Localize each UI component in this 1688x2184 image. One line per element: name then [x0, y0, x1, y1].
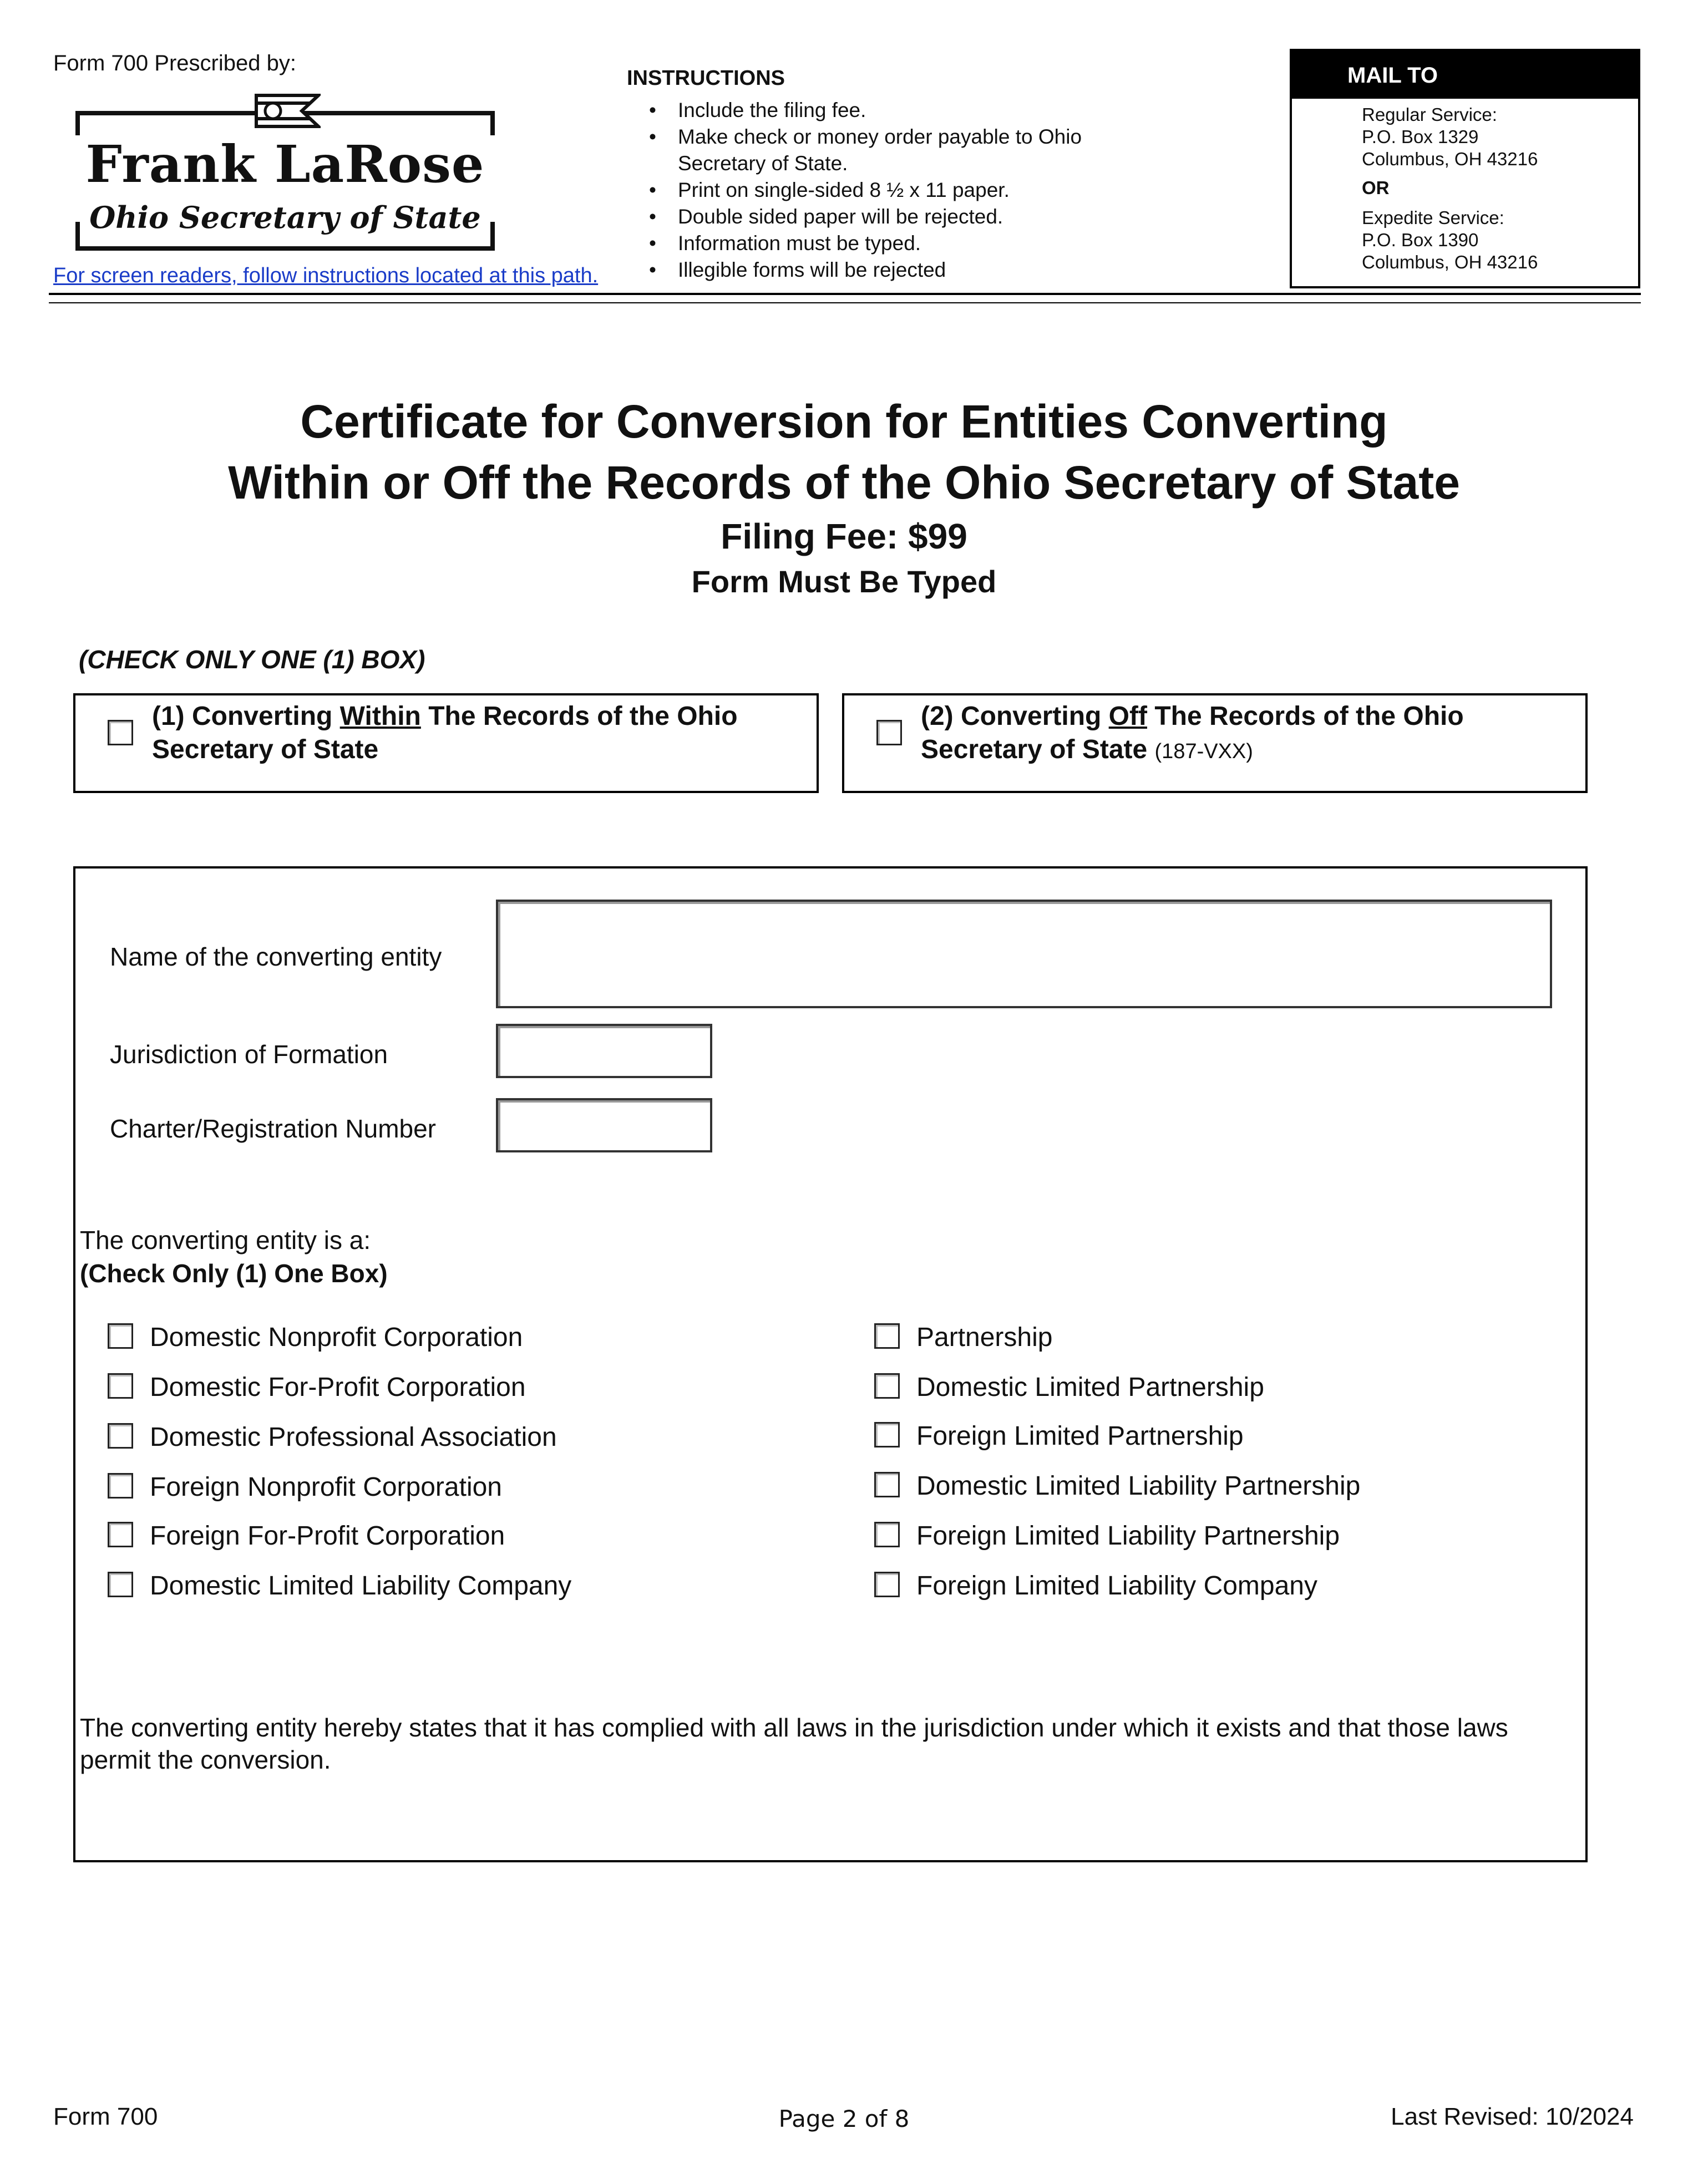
jurisdiction-label: Jurisdiction of Formation	[110, 1040, 388, 1069]
footer-form-number: Form 700	[53, 2103, 158, 2130]
filing-fee: Filing Fee: $99	[721, 516, 967, 556]
form-title-line2: Within or Off the Records of the Ohio Secretary of State	[228, 456, 1460, 509]
checkbox[interactable]	[108, 1572, 133, 1597]
checkbox[interactable]	[874, 1522, 900, 1547]
footer-last-revised: Last Revised: 10/2024	[1391, 2103, 1634, 2130]
compliance-statement: The converting entity hereby states that it has complied with all laws in the jurisdiction under which it exists and that those laws permit the conversion.	[80, 1713, 1508, 1774]
form-must-be-typed: Form Must Be Typed	[691, 564, 997, 599]
logo-name: Frank LaRose	[85, 134, 485, 194]
checkbox[interactable]	[108, 1423, 133, 1449]
mail-to-heading: MAIL TO	[1292, 51, 1638, 99]
converting-within-checkbox[interactable]	[108, 720, 133, 745]
instruction-item: • Print on single-sided 8 ½ x 11 paper.	[649, 177, 1093, 204]
checkbox[interactable]	[108, 1323, 133, 1349]
checkbox[interactable]	[874, 1373, 900, 1399]
form-title-line1: Certificate for Conversion for Entities Converting	[300, 395, 1388, 448]
screen-reader-link[interactable]: For screen readers, follow instructions located at this path.	[53, 264, 599, 287]
instructions-heading: INSTRUCTIONS	[627, 67, 785, 90]
header-divider	[49, 293, 1641, 295]
converting-off-label: (2) Converting Off The Records of the Ohio Secretary of State (187-VXX)	[921, 702, 1464, 764]
prescribed-by-label: Form 700 Prescribed by:	[53, 51, 296, 75]
charter-number-label: Charter/Registration Number	[110, 1114, 437, 1143]
checkbox[interactable]	[874, 1572, 900, 1597]
checkbox[interactable]	[108, 1373, 133, 1399]
checkbox[interactable]	[108, 1473, 133, 1499]
converting-within-option[interactable]	[73, 693, 819, 793]
checkbox[interactable]	[874, 1472, 900, 1497]
regular-service-city: Columbus, OH 43216	[1362, 149, 1538, 169]
entity-type-prompt: The converting entity is a: (Check Only (1) One Box)	[80, 1226, 388, 1288]
mail-or: OR	[1362, 177, 1390, 198]
header-divider-thin	[49, 302, 1641, 303]
converting-off-option[interactable]	[842, 693, 1588, 793]
charter-number-input[interactable]	[496, 1098, 712, 1152]
entity-details-section: Name of the converting entity Jurisdiction of Formation Charter/Registration Number The converting entity is a: (Check Only (1) One Box) Domestic Nonprofit Corporation Domestic For-Profit Corporation Domestic Professional Association Foreign Nonprofit Corporation Foreign For-Profit Corporation Domestic Limited Liability Company Partnership Domestic Limited Partnership Foreign Limited Partnership Domestic Limited Liability Partnership Foreign Limited Liability Partnership Foreign Limited Liability Company The converting entity hereby states that it has complied with all laws in the jurisdiction under which it exists and that those laws permit the conversion.	[73, 866, 1588, 1862]
expedite-service-city: Columbus, OH 43216	[1362, 252, 1538, 272]
instruction-item: • Illegible forms will be rejected	[649, 257, 1093, 283]
footer-page-number: Page 2 of 8	[778, 2105, 910, 2132]
expedite-service-box: P.O. Box 1390	[1362, 230, 1479, 250]
instructions-list	[649, 97, 1093, 283]
check-one-instruction: (CHECK ONLY ONE (1) BOX)	[79, 645, 425, 674]
regular-service-box: P.O. Box 1329	[1362, 126, 1479, 147]
checkbox[interactable]	[108, 1522, 133, 1547]
ohio-flag-icon	[254, 93, 321, 129]
checkbox[interactable]	[874, 1323, 900, 1349]
checkbox[interactable]	[874, 1422, 900, 1447]
converting-within-label: (1) Converting Within The Records of the Ohio Secretary of State	[152, 702, 738, 764]
entity-name-label: Name of the converting entity	[110, 942, 442, 971]
regular-service-label: Regular Service:	[1362, 104, 1497, 125]
converting-off-checkbox[interactable]	[876, 720, 902, 745]
instruction-item: • Double sided paper will be rejected.	[649, 204, 1093, 230]
instruction-item: • Include the filing fee.	[649, 97, 1093, 124]
jurisdiction-input[interactable]	[496, 1024, 712, 1078]
mail-to-box	[1290, 49, 1640, 288]
instruction-item: • Information must be typed.	[649, 230, 1093, 257]
expedite-service-label: Expedite Service:	[1362, 207, 1504, 228]
logo-subtitle: Ohio Secretary of State	[89, 200, 481, 235]
instruction-item: • Make check or money order payable to Ohio Secretary of State.	[649, 124, 1093, 177]
entity-name-input[interactable]	[496, 900, 1552, 1008]
